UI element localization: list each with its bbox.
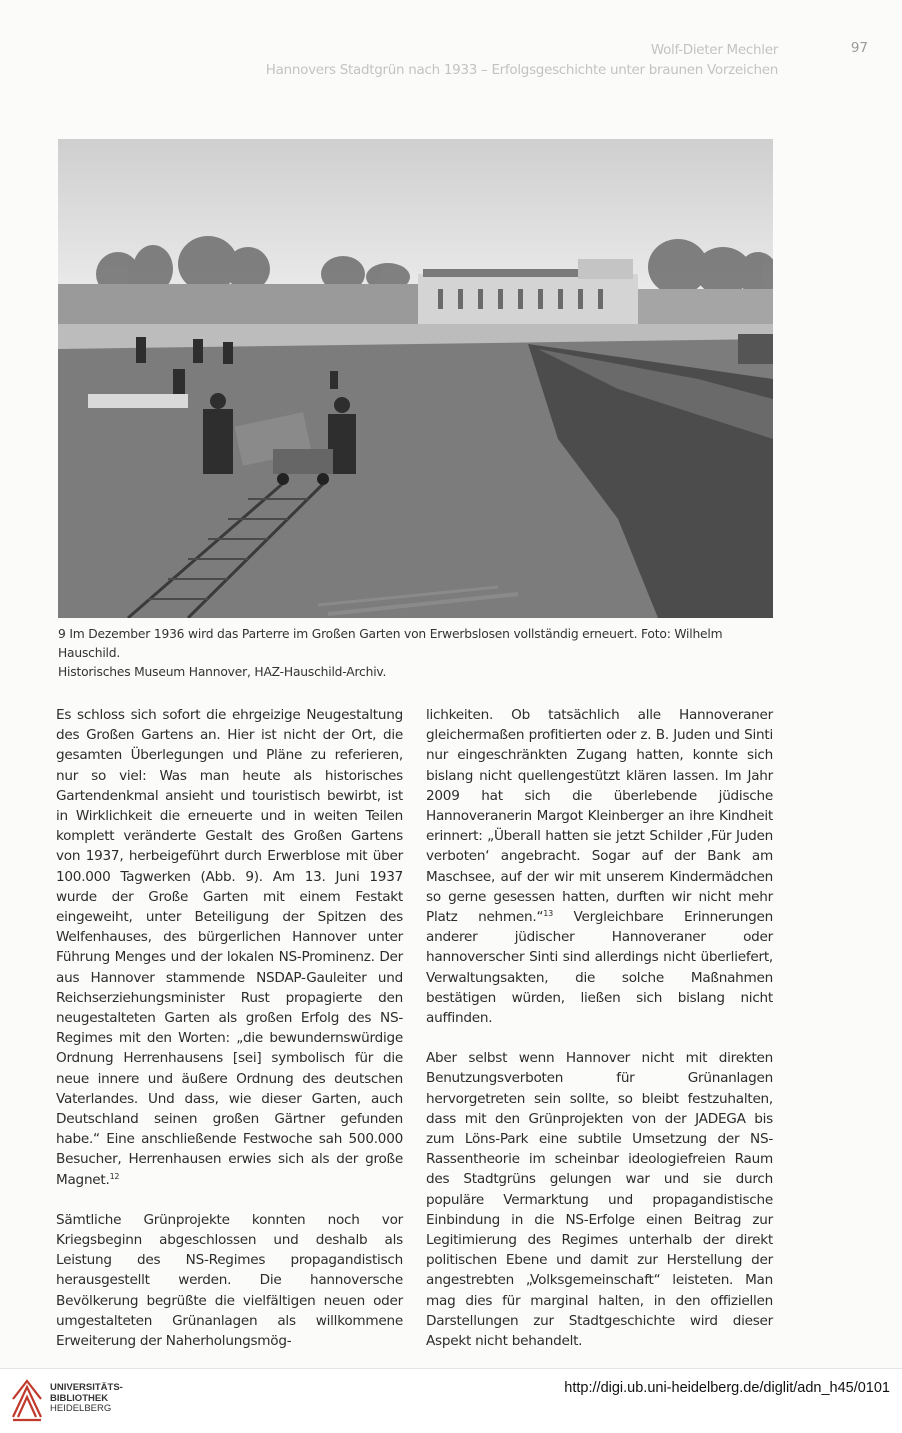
- caption-line-2: Historisches Museum Hannover, HAZ-Hauschild-Archiv.: [58, 665, 387, 679]
- historical-photo: [58, 139, 773, 618]
- library-logo-icon[interactable]: [10, 1377, 44, 1423]
- photo-illustration: [58, 139, 773, 618]
- text-column-right: [426, 705, 773, 1351]
- paragraph: [426, 705, 773, 1028]
- text-column-left: [56, 705, 403, 1351]
- figure-caption: [58, 625, 788, 682]
- library-name-line: UNIVERSITÄTS-: [50, 1382, 123, 1393]
- paragraph: [56, 705, 403, 1190]
- viewer-footer: [0, 1368, 902, 1433]
- footnote-ref[interactable]: 12: [109, 1171, 120, 1181]
- paragraph-text: Vergleichbare Erinnerungen anderer jüdischer Hannoveraner oder hannoverscher Sinti sind allerdings nicht überliefert, Verwaltungsakten, die solche Maßnahmen bestätigen würden, ließen sich bislang nicht auffinden.: [426, 909, 773, 1027]
- paragraph: Sämtliche Grünprojekte konnten noch vor Kriegsbeginn abgeschlossen und deshalb als Leistung des NS-Regimes propagandistisch herausgestellt werden. Die hannoversche Bevölkerung begrüßte die vielfältigen neuen oder umgestalteten Grünanlagen als willkommene Erweiterung der Naherholungsmög-: [56, 1211, 403, 1350]
- running-head-author: Wolf-Dieter Mechler: [650, 42, 778, 58]
- paragraph: Aber selbst wenn Hannover nicht mit direkten Benutzungsverboten für Grünanlagen hervorgetreten sein sollte, so bleibt festzuhalten, dass mit den Grünprojekten von der JADEGA bis zum Löns-Park eine subtile Umsetzung der NS-Rassentheorie im scheinbar ideologiefreien Raum des Stadtgrüns gelungen war und sie durch populäre Vermarktung und propagandistische Einbindung in die NS-Erfolge einen Beitrag zur Legitimierung des Regimes unterhalb der direkt politischen Ebene und damit zur Herstellung der angestrebten „Volksgemeinschaft“ leisteten. Man mag dies für marginal halten, in den offiziellen Darstellungen zur Stadtgeschichte wird dieser Aspekt nicht behandelt.: [426, 1050, 773, 1350]
- running-head: [266, 40, 778, 80]
- page-number: 97: [850, 40, 868, 56]
- footnote-ref[interactable]: 13: [543, 909, 553, 919]
- library-name-line: BIBLIOTHEK: [50, 1392, 109, 1404]
- running-head-title: Hannovers Stadtgrün nach 1933 – Erfolgsgeschichte unter braunen Vorzeichen: [265, 62, 778, 78]
- library-name-line: HEIDELBERG: [50, 1403, 112, 1414]
- paragraph-text: lichkeiten. Ob tatsächlich alle Hannoveraner gleichermaßen profitierten oder z. B. Juden und Sinti nur eingeschränkten Zugang hatten, konnte sich bislang nicht quellengestützt klären lassen. Im Jahr 2009 hat sich die überlebende jüdische Hannoveranerin Margot Kleinberger an ihre Kindheit erinnert: „Überall hatten sie jetzt Schilder ‚Für Juden verboten‘ angebracht. Sogar auf der Bank am Maschsee, auf der wir mit unserem Kindermädchen so gerne gesessen hatten, durften wir nicht mehr Platz nehmen.“: [426, 707, 773, 926]
- library-name[interactable]: [50, 1383, 123, 1415]
- permalink-url[interactable]: http://digi.ub.uni-heidelberg.de/diglit/adn_h45/0101: [564, 1380, 890, 1396]
- paragraph-text: Es schloss sich sofort die ehrgeizige Neugestaltung des Großen Gartens an. Hier ist nicht der Ort, die gesamten Überlegungen und Pläne zu referieren, nur so viel: Was man heute als historisches Gartendenkmal ansieht und touristisch bewirbt, ist in Wirklichkeit die erneuerte und in weiten Teilen komplett veränderte Gestalt des Großen Gartens von 1937, herbeigeführt durch Erwerblose mit über 100.000 Tagwerken (Abb. 9). Am 13. Juni 1937 wurde der Große Garten mit einem Festakt eingeweiht, unter Beteiligung der Spitzen des Welfenhauses, des bürgerlichen Hannover unter Führung Menges und der lokalen NS-Prominenz. Der aus Hannover stammende NSDAP-Gauleiter und Reichserziehungsminister Rust propagierte den neugestalteten Garten als großen Erfolg des NS-Regimes mit den Worten: „die bewundernswürdige Ordnung Herrenhausens [sei] symbolisch für die neue innere und äußere Ordnung des deutschen Vaterlandes. Und dass, wie dieser Garten, auch Deutschland seinen großen Gärtner gefunden habe.“ Eine anschließende Festwoche sah 500.000 Besucher, Herrenhausen erwies sich als der große Magnet.: [56, 707, 403, 1188]
- caption-line-1: 9 Im Dezember 1936 wird das Parterre im Großen Garten von Erwerbslosen vollständig erneuert. Foto: Wilhelm Hauschild.: [58, 627, 723, 660]
